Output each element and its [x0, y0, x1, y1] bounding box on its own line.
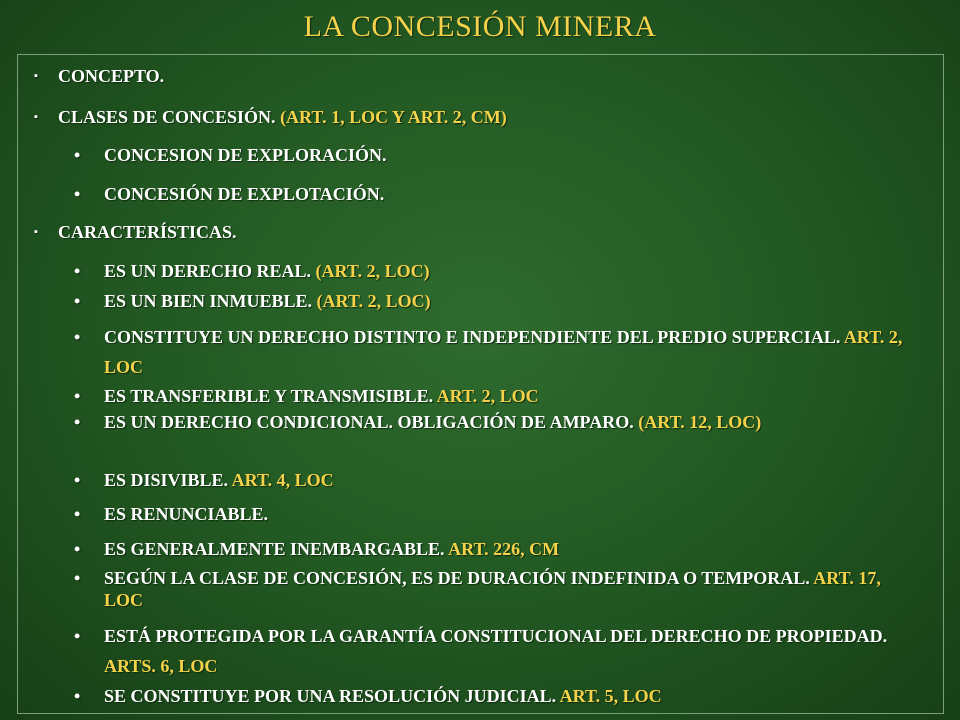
dot-bullet-icon: •	[74, 412, 81, 432]
legal-reference: ART. 2, LOC	[104, 327, 903, 377]
list-item	[74, 683, 914, 709]
item-statement: ES UN DERECHO REAL.	[104, 261, 316, 281]
item-statement: ES RENUNCIABLE.	[104, 504, 269, 524]
square-bullet-icon: ▪	[34, 70, 38, 82]
list-item	[74, 181, 914, 207]
legal-reference: (ART. 12, LOC)	[638, 412, 762, 432]
item-statement: CARACTERÍSTICAS.	[58, 222, 237, 242]
dot-bullet-icon: •	[74, 261, 81, 281]
legal-reference: ARTS. 6, LOC	[104, 656, 218, 676]
item-statement: CONCESIÓN DE EXPLOTACIÓN.	[104, 184, 385, 204]
list-item	[74, 322, 914, 382]
item-statement: CONCESION DE EXPLORACIÓN.	[104, 145, 387, 165]
dot-bullet-icon: •	[74, 386, 81, 406]
legal-reference: (ART. 1, LOC Y ART. 2, CM)	[280, 107, 507, 127]
item-statement: ES UN DERECHO CONDICIONAL. OBLIGACIÓN DE AMPARO.	[104, 412, 639, 432]
dot-bullet-icon: •	[74, 145, 81, 165]
list-item-text	[58, 104, 914, 130]
list-item-text	[104, 621, 914, 681]
list-item	[74, 536, 914, 562]
list-item	[34, 63, 914, 89]
list-item	[74, 411, 914, 433]
list-item-text	[104, 683, 914, 709]
dot-bullet-icon: •	[74, 504, 81, 524]
legal-reference: ART. 17, LOC	[104, 568, 881, 610]
legal-reference: ART. 226, CM	[448, 539, 560, 559]
list-item-text	[104, 383, 914, 409]
item-statement: ES DISIVIBLE.	[104, 470, 232, 490]
square-bullet-icon: ▪	[34, 226, 38, 238]
dot-bullet-icon: •	[74, 686, 81, 706]
list-item	[74, 567, 914, 611]
list-item	[34, 104, 914, 130]
list-item	[74, 142, 914, 168]
list-item-text	[104, 467, 914, 493]
item-statement: ES TRANSFERIBLE Y TRANSMISIBLE.	[104, 386, 437, 406]
legal-reference: ART. 5, LOC	[559, 686, 662, 706]
item-statement: ES UN BIEN INMUEBLE.	[104, 291, 317, 311]
list-item	[74, 383, 914, 409]
item-statement: ES GENERALMENTE INEMBARGABLE.	[104, 539, 449, 559]
list-item	[74, 467, 914, 493]
dot-bullet-icon: •	[74, 327, 81, 347]
list-item-text	[58, 63, 914, 89]
dot-bullet-icon: •	[74, 470, 81, 490]
list-item-text	[104, 181, 914, 207]
list-item	[74, 288, 914, 314]
item-statement: CONCEPTO.	[58, 66, 165, 86]
item-statement: ESTÁ PROTEGIDA POR LA GARANTÍA CONSTITUCIONAL DEL DERECHO DE PROPIEDAD.	[104, 626, 888, 646]
list-item-text	[104, 536, 914, 562]
item-statement: CONSTITUYE UN DERECHO DISTINTO E INDEPENDIENTE DEL PREDIO SUPERCIAL.	[104, 327, 844, 347]
square-bullet-icon: ▪	[34, 111, 38, 123]
dot-bullet-icon: •	[74, 626, 81, 646]
dot-bullet-icon: •	[74, 184, 81, 204]
list-item	[74, 258, 914, 284]
list-item-text	[104, 288, 914, 314]
list-item-text	[104, 322, 914, 382]
legal-reference: ART. 4, LOC	[231, 470, 334, 490]
item-statement: SEGÚN LA CLASE DE CONCESIÓN, ES DE DURACIÓN INDEFINIDA O TEMPORAL.	[104, 568, 814, 588]
item-statement: CLASES DE CONCESIÓN.	[58, 107, 281, 127]
list-item-text	[104, 501, 914, 527]
list-item	[74, 501, 914, 527]
dot-bullet-icon: •	[74, 539, 81, 559]
list-item-text	[104, 567, 914, 611]
item-statement: SE CONSTITUYE POR UNA RESOLUCIÓN JUDICIAL.	[104, 686, 560, 706]
list-item-text	[104, 258, 914, 284]
list-item-text	[104, 142, 914, 168]
list-item-text	[104, 411, 914, 433]
legal-reference: (ART. 2, LOC)	[315, 261, 430, 281]
list-item	[34, 219, 914, 245]
list-item	[74, 621, 914, 681]
legal-reference: ART. 2, LOC	[436, 386, 539, 406]
list-item-text	[58, 219, 914, 245]
dot-bullet-icon: •	[74, 291, 81, 311]
slide-title: LA CONCESIÓN MINERA	[303, 10, 657, 43]
dot-bullet-icon: •	[74, 568, 81, 588]
legal-reference: (ART. 2, LOC)	[316, 291, 431, 311]
